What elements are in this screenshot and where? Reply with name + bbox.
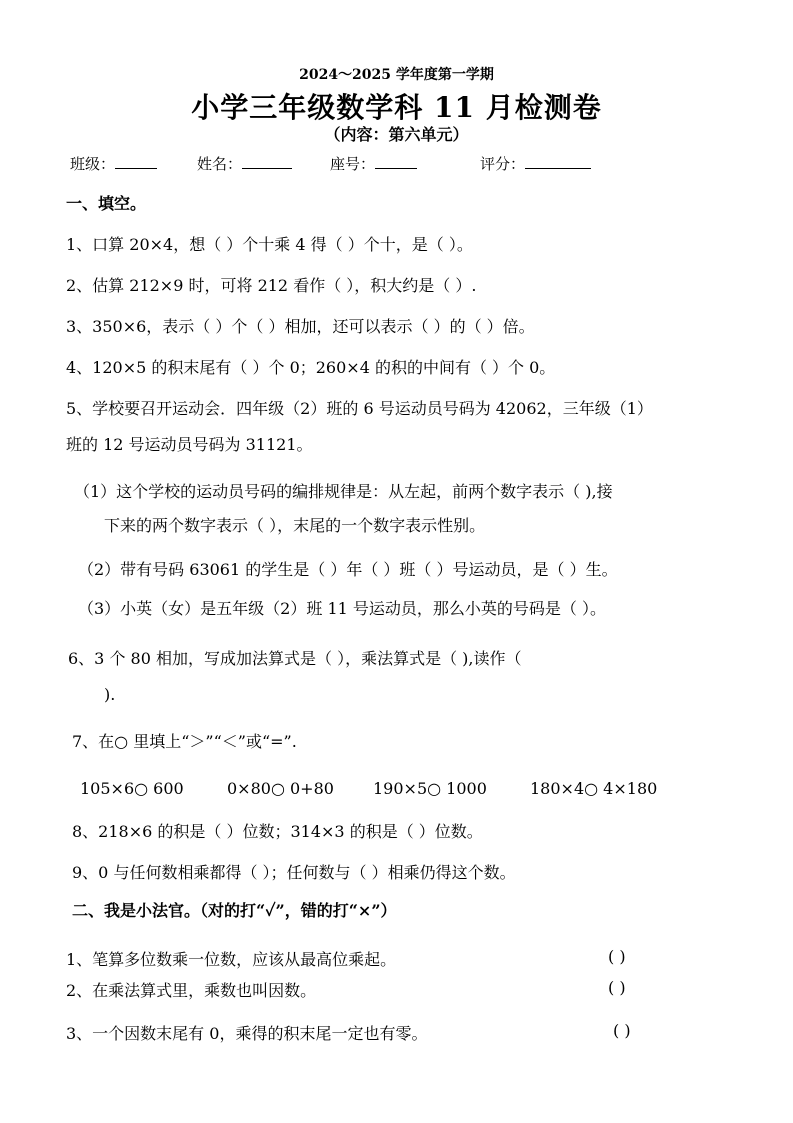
question-5-sub2: （2）带有号码 63061 的学生是（ ）年（ ）班（ ）号运动员，是（ ）生。 [78, 560, 618, 579]
seat-blank[interactable] [375, 154, 417, 169]
question-7-item-3: 190×5○ 1000 [373, 779, 487, 798]
score-blank[interactable] [525, 154, 591, 169]
score-field[interactable] [480, 153, 591, 174]
question-7: 7、在○ 里填上“＞”“＜”或“=”. [72, 732, 297, 751]
name-blank[interactable] [242, 154, 292, 169]
page-subtitle: （内容：第六单元） [324, 125, 469, 144]
question-6-line1: 6、3 个 80 相加，写成加法算式是（ ），乘法算式是（ ),读作（ [68, 649, 522, 668]
question-4: 4、120×5 的积末尾有（ ）个 0；260×4 的积的中间有（ ）个 0。 [66, 358, 556, 377]
section1-heading: 一、填空。 [66, 194, 147, 213]
class-field[interactable] [70, 153, 157, 174]
class-label: 班级： [70, 155, 116, 173]
question-7-item-2: 0×80○ 0+80 [227, 779, 334, 798]
judge-answer-1[interactable]: ( ) [608, 947, 626, 966]
question-5-line2: 班的 12 号运动员号码为 31121。 [66, 435, 313, 454]
judge-answer-3[interactable]: ( ) [613, 1021, 631, 1040]
question-5-sub3: （3）小英（女）是五年级（2）班 11 号运动员，那么小英的号码是（ ）。 [78, 599, 606, 618]
judge-answer-2[interactable]: ( ) [608, 978, 626, 997]
question-6-line2: ). [104, 685, 116, 704]
question-5-sub1-line2: 下来的两个数字表示（ ），末尾的一个数字表示性别。 [104, 516, 486, 535]
term-label: 2024～2025 学年度第一学期 [299, 67, 494, 83]
question-5-sub1-line1: （1）这个学校的运动员号码的编排规律是：从左起，前两个数字表示（ ),接 [74, 482, 613, 501]
seat-field[interactable] [330, 153, 417, 174]
class-blank[interactable] [115, 154, 157, 169]
seat-label: 座号： [330, 155, 376, 173]
question-3: 3、350×6，表示（ ）个（ ）相加，还可以表示（ ）的（ ）倍。 [66, 317, 535, 336]
score-label: 评分： [480, 155, 526, 173]
name-field[interactable] [197, 153, 292, 174]
question-8: 8、218×6 的积是（ ）位数；314×3 的积是（ ）位数。 [72, 822, 483, 841]
judge-item-2: 2、在乘法算式里，乘数也叫因数。 [66, 981, 317, 1000]
name-label: 姓名： [197, 155, 243, 173]
question-1: 1、口算 20×4，想（ ）个十乘 4 得（ ）个十，是（ ）。 [66, 235, 473, 254]
judge-item-3: 3、一个因数末尾有 0，乘得的积末尾一定也有零。 [66, 1024, 428, 1043]
question-2: 2、估算 212×9 时，可将 212 看作（ ），积大约是（ ）. [66, 276, 477, 295]
judge-item-1: 1、笔算多位数乘一位数，应该从最高位乘起。 [66, 950, 397, 969]
question-9: 9、0 与任何数相乘都得（ ）；任何数与（ ）相乘仍得这个数。 [72, 863, 516, 882]
question-5-line1: 5、学校要召开运动会．四年级（2）班的 6 号运动员号码为 42062，三年级（1） [66, 399, 653, 418]
page-title: 小学三年级数学科 11 月检测卷 [191, 91, 602, 124]
question-7-item-4: 180×4○ 4×180 [530, 779, 658, 798]
question-7-item-1: 105×6○ 600 [80, 779, 184, 798]
section2-heading: 二、我是小法官。（对的打“✓”，错的打“×”） [72, 901, 397, 920]
